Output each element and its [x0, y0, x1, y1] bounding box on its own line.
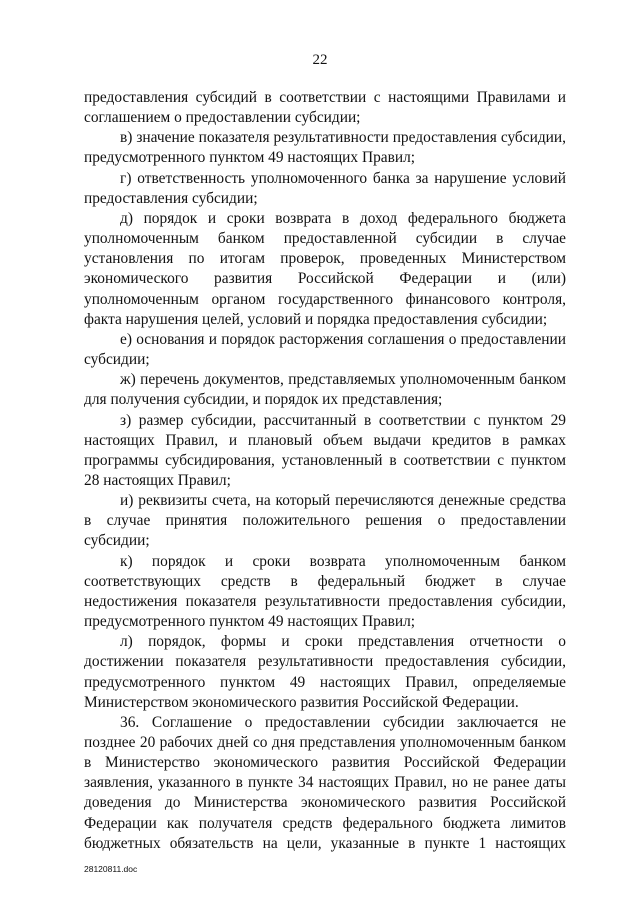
page-number: 22 [312, 52, 328, 68]
paragraph: предоставления субсидий в соответствии с настоящими Правилами и соглашением о предоставлении субсидии; [84, 89, 566, 127]
document-body [84, 88, 566, 854]
paragraph: г) ответственность уполномоченного банка за нарушение условий предоставления субсидии; [84, 169, 566, 207]
paragraph: и) реквизиты счета, на который перечисляются денежные средства в случае принятия положительного решения о предоставлении субсидии; [84, 492, 566, 550]
paragraph: 36. Соглашение о предоставлении субсидии заключается не позднее 20 рабочих дней со дня представления уполномоченным банком в Министерство экономического развития Российской Федерации заявления, указанного в пункте 34 настоящих Правил, но не ранее даты доведения до Министерства экономического развития Российской Федерации как получателя средств федерального бюджета лимитов бюджетных обязательств на цели, указанные в пункте 1 настоящих [84, 713, 566, 852]
paragraph: ж) перечень документов, представляемых уполномоченным банком для получения субсидии, и порядок их представления; [84, 371, 566, 409]
paragraph: д) порядок и сроки возврата в доход федерального бюджета уполномоченным банком предоставленной субсидии в случае установления по итогам проверок, проведенных Министерством экономического развития Российской Федерации и (или) уполномоченным органом государственного финансового контроля, факта нарушения целей, условий и порядка предоставления субсидии; [84, 209, 566, 328]
paragraph: з) размер субсидии, рассчитанный в соответствии с пунктом 29 настоящих Правил, и плановый объем выдачи кредитов в рамках программы субсидирования, установленный в соответствии с пунктом 28 настоящих Правил; [84, 411, 566, 489]
document-filename: 28120811.doc [84, 864, 138, 874]
paragraph: в) значение показателя результативности предоставления субсидии, предусмотренного пунктом 49 настоящих Правил; [84, 129, 566, 167]
paragraph: е) основания и порядок расторжения соглашения о предоставлении субсидии; [84, 330, 566, 369]
paragraph: к) порядок и сроки возврата уполномоченным банком соответствующих средств в федеральный бюджет в случае недостижения показателя результативности предоставления субсидии, предусмотренного пунктом 49 настоящих Правил; [84, 552, 566, 631]
paragraph: л) порядок, формы и сроки представления отчетности о достижении показателя результативности предоставления субсидии, предусмотренного пунктом 49 настоящих Правил, определяемые Министерством экономического развития Российской Федерации. [84, 633, 566, 711]
